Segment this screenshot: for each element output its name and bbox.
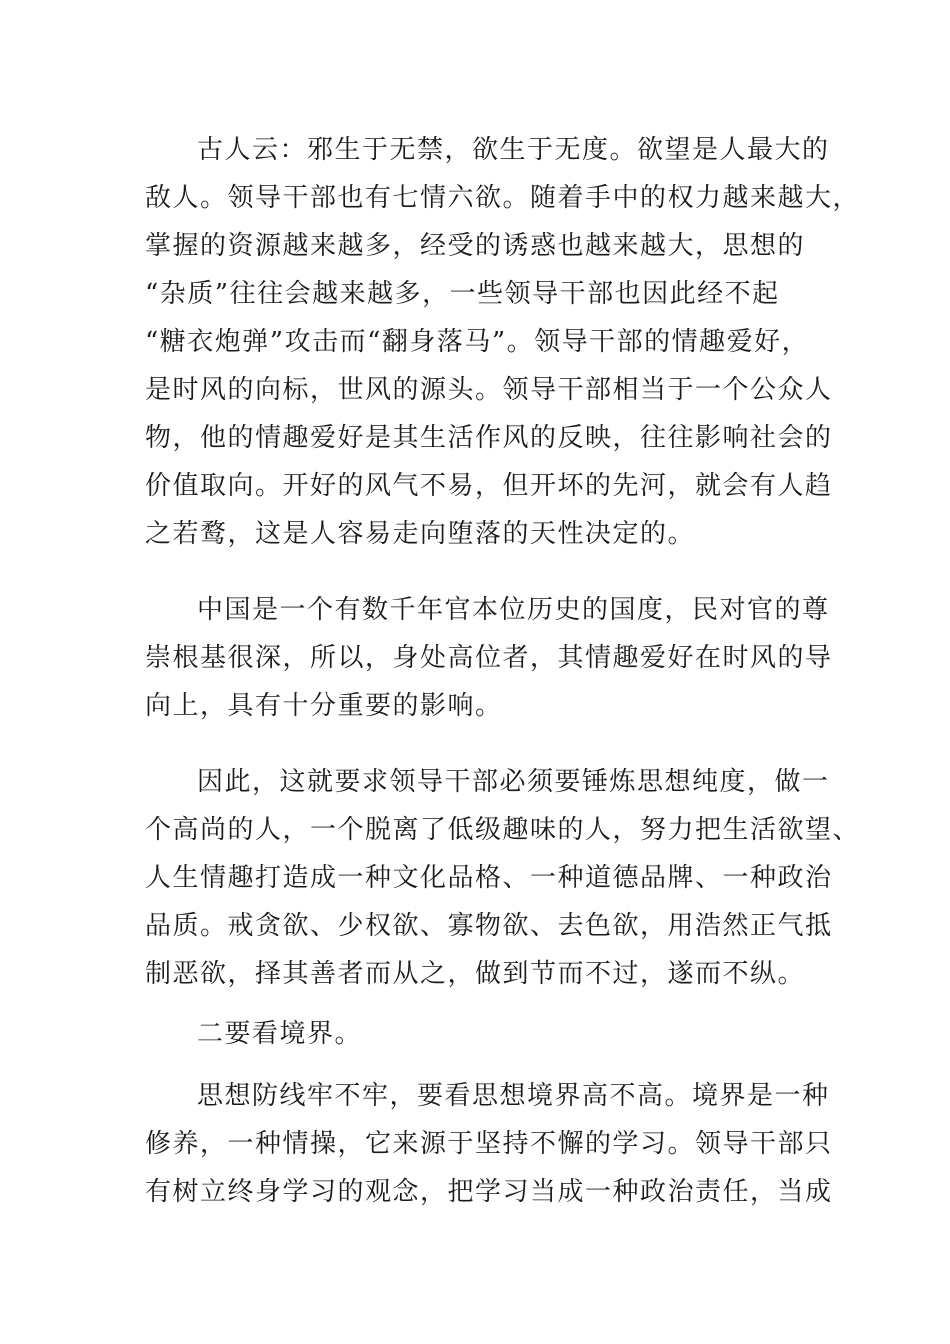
text-line: 是时风的向标，世风的源头。领导干部相当于一个公众人 [145, 375, 833, 405]
text-line: “糖衣炮弹”攻击而“翻身落马”。领导干部的情趣爱好， [145, 327, 810, 357]
text-line: 制恶欲，择其善者而从之，做到节而不过，遂而不纵。 [145, 959, 806, 989]
text-line: 修养，一种情操，它来源于坚持不懈的学习。领导干部只 [145, 1129, 833, 1159]
text-line: 敌人。领导干部也有七情六欲。随着手中的权力越来越大， [145, 183, 861, 213]
text-line: 个高尚的人，一个脱离了低级趣味的人，努力把生活欲望、 [145, 815, 861, 845]
text-line: “杂质”往往会越来越多，一些领导干部也因此经不起 [145, 279, 780, 309]
text-line: 崇根基很深，所以，身处高位者，其情趣爱好在时风的导 [145, 643, 833, 673]
text-line: 因此，这就要求领导干部必须要锤炼思想纯度，做一 [197, 767, 830, 797]
text-line: 中国是一个有数千年官本位历史的国度，民对官的尊 [197, 595, 830, 625]
text-line: 向上，具有十分重要的影响。 [145, 691, 503, 721]
text-line: 掌握的资源越来越多，经受的诱惑也越来越大，思想的 [145, 231, 806, 261]
text-line: 之若鹜，这是人容易走向堕落的天性决定的。 [145, 519, 696, 549]
text-line: 价值取向。开好的风气不易，但开坏的先河，就会有人趋 [145, 471, 833, 501]
text-line: 古人云：邪生于无禁，欲生于无度。欲望是人最大的 [197, 135, 830, 165]
section-heading: 二要看境界。 [197, 1019, 363, 1049]
text-line: 物，他的情趣爱好是其生活作风的反映，往往影响社会的 [145, 423, 833, 453]
text-line: 人生情趣打造成一种文化品格、一种道德品牌、一种政治 [145, 863, 833, 893]
text-line: 有树立终身学习的观念，把学习当成一种政治责任，当成 [145, 1177, 833, 1207]
text-line: 思想防线牢不牢，要看思想境界高不高。境界是一种 [197, 1081, 830, 1111]
text-line: 品质。戒贪欲、少权欲、寡物欲、去色欲，用浩然正气抵 [145, 911, 833, 941]
